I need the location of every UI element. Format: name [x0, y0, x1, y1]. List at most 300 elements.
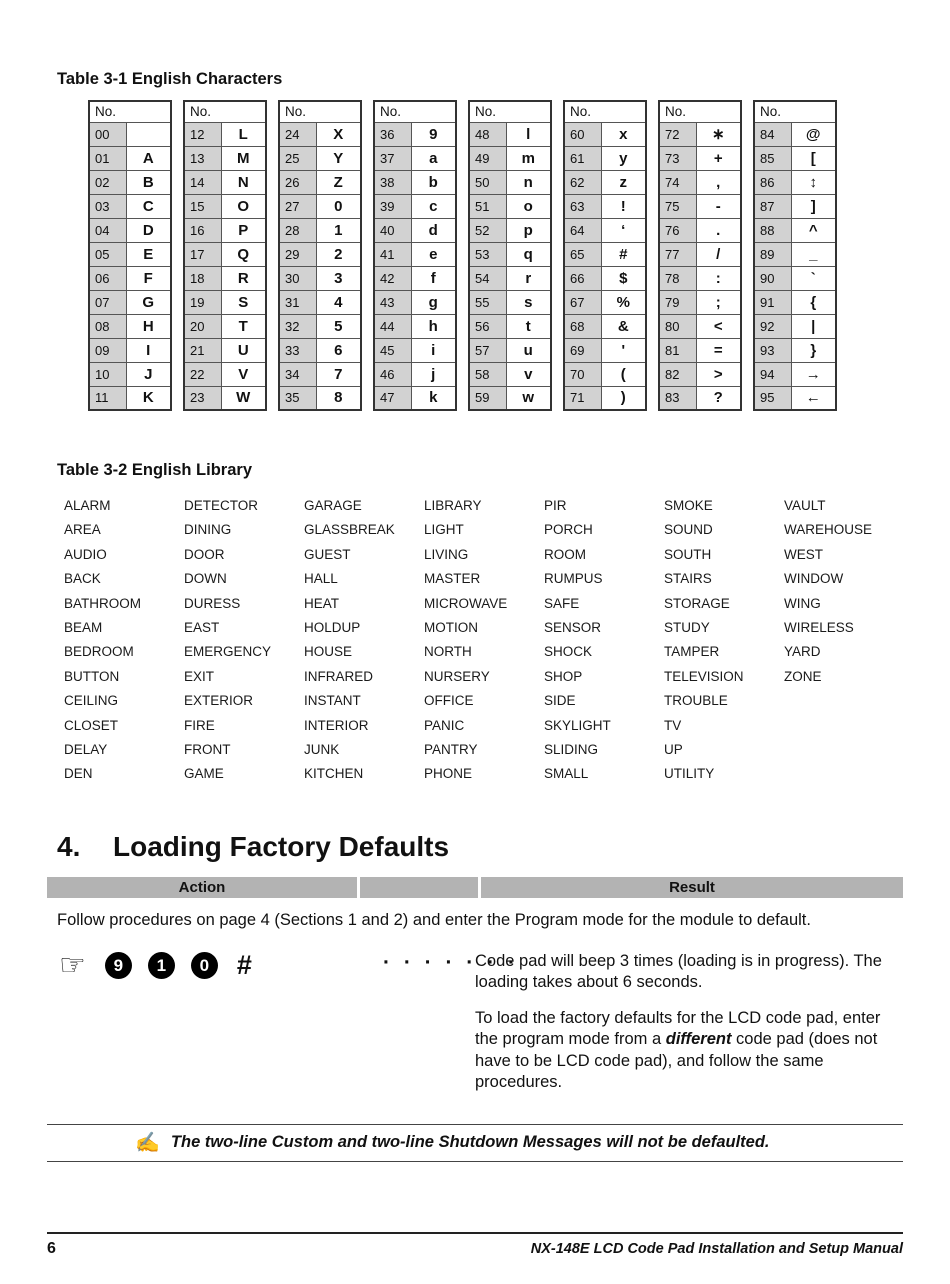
- char-table-row: [659, 170, 741, 194]
- char-table-row: [279, 362, 361, 386]
- library-word: NURSERY: [424, 668, 490, 684]
- char-glyph-cell: j: [411, 362, 456, 386]
- char-table-header: No.: [564, 101, 646, 122]
- char-glyph-cell: B: [126, 170, 171, 194]
- char-table-row: [89, 194, 171, 218]
- library-word: SKYLIGHT: [544, 717, 611, 733]
- char-glyph-cell: n: [506, 170, 551, 194]
- char-table-row: [89, 362, 171, 386]
- char-table-row: [659, 194, 741, 218]
- char-code-cell: 70: [564, 362, 601, 386]
- char-code-cell: 56: [469, 314, 506, 338]
- char-glyph-cell: 0: [316, 194, 361, 218]
- char-table: [468, 100, 552, 411]
- char-code-cell: 43: [374, 290, 411, 314]
- library-word: INTERIOR: [304, 717, 369, 733]
- char-table: [278, 100, 362, 411]
- char-glyph-cell: M: [221, 146, 266, 170]
- library-word: AREA: [64, 522, 101, 538]
- library-word: DINING: [184, 522, 232, 538]
- intro-paragraph: Follow procedures on page 4 (Sections 1 and 2) and enter the Program mode for the module to default.: [57, 910, 811, 929]
- char-code-cell: 83: [659, 386, 696, 410]
- library-word: SMOKE: [664, 498, 713, 513]
- char-glyph-cell: _: [791, 242, 836, 266]
- library-word: SOUTH: [664, 546, 712, 562]
- library-word: OFFICE: [424, 693, 474, 709]
- library-word: SENSOR: [544, 620, 602, 636]
- char-table: [183, 100, 267, 411]
- char-glyph-cell: `: [791, 266, 836, 290]
- char-glyph-cell: S: [221, 290, 266, 314]
- library-word: INSTANT: [304, 693, 361, 709]
- char-glyph-cell: +: [696, 146, 741, 170]
- char-glyph-cell: E: [126, 242, 171, 266]
- char-glyph-cell: A: [126, 146, 171, 170]
- char-glyph-cell: 5: [316, 314, 361, 338]
- char-code-cell: 55: [469, 290, 506, 314]
- char-glyph-cell: 6: [316, 338, 361, 362]
- library-word: WEST: [784, 546, 823, 562]
- char-table-row: [89, 386, 171, 410]
- char-glyph-cell: {: [791, 290, 836, 314]
- library-word: DURESS: [184, 595, 241, 611]
- char-code-cell: 18: [184, 266, 221, 290]
- char-table-row: [374, 338, 456, 362]
- char-table-row: [754, 194, 836, 218]
- char-glyph-cell: Y: [316, 146, 361, 170]
- char-code-cell: 09: [89, 338, 126, 362]
- char-table-row: [564, 242, 646, 266]
- char-code-cell: 29: [279, 242, 316, 266]
- char-code-cell: 19: [184, 290, 221, 314]
- library-word: LIBRARY: [424, 498, 482, 513]
- char-glyph-cell: R: [221, 266, 266, 290]
- library-word: HOLDUP: [304, 620, 361, 636]
- library-column: [664, 494, 784, 787]
- char-glyph-cell: /: [696, 242, 741, 266]
- char-code-cell: 58: [469, 362, 506, 386]
- char-code-cell: 14: [184, 170, 221, 194]
- char-glyph-cell: o: [506, 194, 551, 218]
- library-word: HALL: [304, 571, 338, 587]
- char-code-cell: 91: [754, 290, 791, 314]
- char-table-row: [184, 338, 266, 362]
- char-table-row: [89, 242, 171, 266]
- char-table-header: No.: [754, 101, 836, 122]
- char-table-row: [754, 386, 836, 410]
- library-word: TAMPER: [664, 644, 720, 660]
- char-code-cell: 90: [754, 266, 791, 290]
- char-table-row: [89, 122, 171, 146]
- char-table-row: [374, 146, 456, 170]
- library-word: DELAY: [64, 742, 108, 758]
- char-table-row: [754, 170, 836, 194]
- char-glyph-cell: 8: [316, 386, 361, 410]
- library-word: CEILING: [64, 693, 119, 709]
- char-table-row: [279, 266, 361, 290]
- char-table-row: [469, 338, 551, 362]
- char-glyph-cell: :: [696, 266, 741, 290]
- manual-title: NX-148E LCD Code Pad Installation and Setup Manual: [530, 1241, 903, 1257]
- char-code-cell: 50: [469, 170, 506, 194]
- char-table-row: [754, 314, 836, 338]
- char-code-cell: 06: [89, 266, 126, 290]
- char-glyph-cell: <: [696, 314, 741, 338]
- char-table-row: [184, 242, 266, 266]
- char-code-cell: 93: [754, 338, 791, 362]
- library-word: ROOM: [544, 546, 586, 562]
- char-table-row: [564, 122, 646, 146]
- char-code-cell: 49: [469, 146, 506, 170]
- char-table-row: [564, 146, 646, 170]
- char-glyph-cell: V: [221, 362, 266, 386]
- char-table-row: [374, 386, 456, 410]
- note-text: The two-line Custom and two-line Shutdown Messages will not be defaulted.: [170, 1133, 770, 1152]
- char-code-cell: 85: [754, 146, 791, 170]
- char-code-cell: 42: [374, 266, 411, 290]
- char-code-cell: 76: [659, 218, 696, 242]
- char-glyph-cell: W: [221, 386, 266, 410]
- library-word: BACK: [64, 571, 101, 587]
- char-glyph-cell: >: [696, 362, 741, 386]
- section-title-text: Loading Factory Defaults: [113, 830, 450, 862]
- char-table-row: [754, 338, 836, 362]
- library-word: LIVING: [424, 546, 469, 562]
- char-code-cell: 35: [279, 386, 316, 410]
- char-table-row: [279, 146, 361, 170]
- char-glyph-cell: I: [126, 338, 171, 362]
- library-word: KITCHEN: [304, 766, 364, 782]
- char-code-cell: 57: [469, 338, 506, 362]
- char-code-cell: 32: [279, 314, 316, 338]
- char-table-row: [89, 314, 171, 338]
- char-code-cell: 03: [89, 194, 126, 218]
- char-table-row: [659, 362, 741, 386]
- keypad-key-icon: 9: [105, 952, 132, 979]
- char-table-row: [754, 290, 836, 314]
- char-code-cell: 33: [279, 338, 316, 362]
- char-table-row: [374, 266, 456, 290]
- char-table-row: [374, 362, 456, 386]
- char-glyph-cell: h: [411, 314, 456, 338]
- char-code-cell: 05: [89, 242, 126, 266]
- char-glyph-cell: w: [506, 386, 551, 410]
- page-footer: [47, 1232, 903, 1258]
- char-code-cell: 08: [89, 314, 126, 338]
- char-table-row: [659, 290, 741, 314]
- char-code-cell: 89: [754, 242, 791, 266]
- char-table-row: [184, 362, 266, 386]
- char-glyph-cell: Z: [316, 170, 361, 194]
- char-table-row: [659, 122, 741, 146]
- char-glyph-cell: s: [506, 290, 551, 314]
- char-code-cell: 87: [754, 194, 791, 218]
- library-word: ZONE: [784, 668, 822, 684]
- char-glyph-cell: ;: [696, 290, 741, 314]
- char-table-row: [184, 266, 266, 290]
- header-spacer-cell: [360, 877, 478, 898]
- library-word: DETECTOR: [184, 498, 259, 513]
- char-glyph-cell: H: [126, 314, 171, 338]
- char-table: [373, 100, 457, 411]
- library-word: PHONE: [424, 766, 473, 782]
- library-word: HOUSE: [304, 644, 353, 660]
- char-code-cell: 31: [279, 290, 316, 314]
- library-word: DEN: [64, 766, 93, 782]
- result-text-2: To load the factory defaults for the LCD code pad, enter the program mode from a different code pad (does not have to be LCD code pad), and follow the same procedures.: [475, 1008, 881, 1092]
- library-word: PANTRY: [424, 742, 478, 758]
- library-word: MOTION: [424, 620, 478, 636]
- char-table-row: [469, 122, 551, 146]
- library-word: NORTH: [424, 644, 472, 660]
- char-glyph-cell: ←: [791, 386, 836, 410]
- result-column: [475, 951, 899, 1108]
- char-table-row: [659, 146, 741, 170]
- library-word: HEAT: [304, 595, 340, 611]
- char-glyph-cell: t: [506, 314, 551, 338]
- char-code-cell: 79: [659, 290, 696, 314]
- char-glyph-cell: D: [126, 218, 171, 242]
- char-table-row: [659, 314, 741, 338]
- char-code-cell: 07: [89, 290, 126, 314]
- char-code-cell: 17: [184, 242, 221, 266]
- char-code-cell: 04: [89, 218, 126, 242]
- char-code-cell: 61: [564, 146, 601, 170]
- char-table-row: [279, 314, 361, 338]
- char-code-cell: 74: [659, 170, 696, 194]
- char-glyph-cell: 3: [316, 266, 361, 290]
- char-code-cell: 95: [754, 386, 791, 410]
- char-glyph-cell: |: [791, 314, 836, 338]
- library-word: WAREHOUSE: [784, 522, 873, 538]
- char-code-cell: 10: [89, 362, 126, 386]
- char-table-row: [374, 242, 456, 266]
- char-table: [658, 100, 742, 411]
- char-glyph-cell: ^: [791, 218, 836, 242]
- char-code-cell: 60: [564, 122, 601, 146]
- char-code-cell: 69: [564, 338, 601, 362]
- library-word: GLASSBREAK: [304, 522, 395, 538]
- char-glyph-cell: a: [411, 146, 456, 170]
- char-glyph-cell: k: [411, 386, 456, 410]
- char-code-cell: 72: [659, 122, 696, 146]
- char-glyph-cell: m: [506, 146, 551, 170]
- library-word: SIDE: [544, 693, 576, 709]
- char-table-row: [469, 362, 551, 386]
- char-code-cell: 67: [564, 290, 601, 314]
- library-word: STORAGE: [664, 595, 730, 611]
- char-table-row: [564, 386, 646, 410]
- library-word: DOWN: [184, 571, 227, 587]
- library-word: CLOSET: [64, 717, 119, 733]
- char-glyph-cell: d: [411, 218, 456, 242]
- library-column: [784, 494, 904, 787]
- library-word: TV: [664, 717, 682, 733]
- char-code-cell: 22: [184, 362, 221, 386]
- char-table-row: [564, 362, 646, 386]
- library-word: EAST: [184, 620, 220, 636]
- char-table-row: [564, 218, 646, 242]
- char-table-row: [564, 290, 646, 314]
- char-glyph-cell: r: [506, 266, 551, 290]
- char-code-cell: 48: [469, 122, 506, 146]
- library-word: GAME: [184, 766, 224, 782]
- char-code-cell: 40: [374, 218, 411, 242]
- char-code-cell: 82: [659, 362, 696, 386]
- char-glyph-cell: →: [791, 362, 836, 386]
- char-glyph-cell: Q: [221, 242, 266, 266]
- char-code-cell: 68: [564, 314, 601, 338]
- char-code-cell: 16: [184, 218, 221, 242]
- char-glyph-cell: i: [411, 338, 456, 362]
- char-table-row: [279, 386, 361, 410]
- note-block: [47, 1124, 903, 1162]
- library-word: AUDIO: [64, 546, 107, 562]
- char-table-header: No.: [279, 101, 361, 122]
- char-glyph-cell: G: [126, 290, 171, 314]
- char-code-cell: 80: [659, 314, 696, 338]
- char-code-cell: 38: [374, 170, 411, 194]
- char-glyph-cell: [126, 122, 171, 146]
- char-table-row: [659, 242, 741, 266]
- char-code-cell: 46: [374, 362, 411, 386]
- char-code-cell: 59: [469, 386, 506, 410]
- char-table-row: [279, 194, 361, 218]
- char-glyph-cell: $: [601, 266, 646, 290]
- char-glyph-cell: F: [126, 266, 171, 290]
- char-glyph-cell: g: [411, 290, 456, 314]
- library-word: BEAM: [64, 620, 103, 636]
- library-word: SAFE: [544, 595, 580, 611]
- char-code-cell: 12: [184, 122, 221, 146]
- char-table-header: No.: [374, 101, 456, 122]
- char-table-row: [469, 266, 551, 290]
- char-code-cell: 77: [659, 242, 696, 266]
- char-table-row: [659, 266, 741, 290]
- char-table-row: [279, 218, 361, 242]
- char-table-row: [184, 194, 266, 218]
- library-column: [424, 494, 544, 787]
- library-word: BEDROOM: [64, 644, 134, 660]
- char-table-row: [374, 194, 456, 218]
- char-glyph-cell: N: [221, 170, 266, 194]
- char-table-row: [754, 122, 836, 146]
- char-table-row: [89, 218, 171, 242]
- char-code-cell: 62: [564, 170, 601, 194]
- char-code-cell: 73: [659, 146, 696, 170]
- char-code-cell: 13: [184, 146, 221, 170]
- library-column: [184, 494, 304, 787]
- hash-key: #: [236, 950, 252, 981]
- key-sequence: [47, 948, 357, 982]
- char-glyph-cell: 9: [411, 122, 456, 146]
- char-code-cell: 30: [279, 266, 316, 290]
- char-table-row: [89, 338, 171, 362]
- char-glyph-cell: J: [126, 362, 171, 386]
- char-glyph-cell: x: [601, 122, 646, 146]
- char-code-cell: 20: [184, 314, 221, 338]
- char-glyph-cell: y: [601, 146, 646, 170]
- char-table-row: [184, 218, 266, 242]
- char-code-cell: 39: [374, 194, 411, 218]
- action-header-cell: Action: [47, 877, 357, 898]
- section-heading: [57, 831, 950, 863]
- char-table-row: [469, 146, 551, 170]
- char-table-row: [564, 170, 646, 194]
- char-glyph-cell: @: [791, 122, 836, 146]
- char-table-header: No.: [89, 101, 171, 122]
- char-glyph-cell: u: [506, 338, 551, 362]
- char-table-row: [184, 386, 266, 410]
- char-table-row: [374, 122, 456, 146]
- char-glyph-cell: c: [411, 194, 456, 218]
- char-table-row: [184, 314, 266, 338]
- page-number: 6: [47, 1240, 56, 1257]
- char-table-row: [279, 242, 361, 266]
- char-code-cell: 26: [279, 170, 316, 194]
- char-table-header: No.: [184, 101, 266, 122]
- char-table-row: [89, 146, 171, 170]
- library-word: BUTTON: [64, 668, 120, 684]
- char-glyph-cell: p: [506, 218, 551, 242]
- char-code-cell: 66: [564, 266, 601, 290]
- char-table-row: [184, 122, 266, 146]
- library-word: EXIT: [184, 668, 215, 684]
- char-glyph-cell: -: [696, 194, 741, 218]
- char-glyph-cell: ?: [696, 386, 741, 410]
- char-glyph-cell: !: [601, 194, 646, 218]
- library-word: WINDOW: [784, 571, 844, 587]
- char-code-cell: 00: [89, 122, 126, 146]
- char-table-row: [279, 170, 361, 194]
- char-table-row: [184, 290, 266, 314]
- action-result-row: [47, 948, 903, 1108]
- char-glyph-cell: ]: [791, 194, 836, 218]
- char-table-row: [279, 122, 361, 146]
- pencil-icon: ✍: [135, 1131, 160, 1154]
- char-table-row: [754, 242, 836, 266]
- char-table-row: [374, 290, 456, 314]
- char-table-row: [469, 194, 551, 218]
- char-code-cell: 51: [469, 194, 506, 218]
- char-glyph-cell: ‘: [601, 218, 646, 242]
- char-glyph-cell: (: [601, 362, 646, 386]
- library-word: TROUBLE: [664, 693, 728, 709]
- char-glyph-cell: K: [126, 386, 171, 410]
- char-table-row: [374, 170, 456, 194]
- library-word: SHOP: [544, 668, 583, 684]
- library-word: UTILITY: [664, 766, 715, 782]
- library-column: [64, 494, 184, 787]
- char-glyph-cell: X: [316, 122, 361, 146]
- char-table-row: [89, 170, 171, 194]
- char-glyph-cell: v: [506, 362, 551, 386]
- char-glyph-cell: 2: [316, 242, 361, 266]
- char-table-row: [754, 362, 836, 386]
- char-code-cell: 34: [279, 362, 316, 386]
- char-glyph-cell: #: [601, 242, 646, 266]
- char-table-header: No.: [469, 101, 551, 122]
- char-table-row: [659, 338, 741, 362]
- char-table-row: [469, 290, 551, 314]
- char-code-cell: 37: [374, 146, 411, 170]
- char-table: [563, 100, 647, 411]
- library-word: DOOR: [184, 546, 225, 562]
- char-code-cell: 54: [469, 266, 506, 290]
- char-table-row: [564, 194, 646, 218]
- char-table-header: No.: [659, 101, 741, 122]
- char-glyph-cell: ∗: [696, 122, 741, 146]
